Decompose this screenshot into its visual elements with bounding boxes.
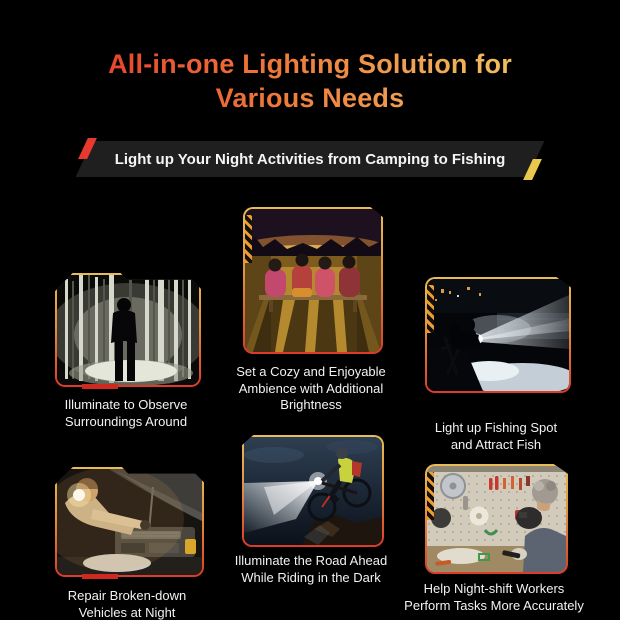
caption-line: Set a Cozy and Enjoyable — [236, 364, 386, 379]
caption-line: Brightness — [280, 397, 342, 413]
forest-night-photo — [57, 275, 199, 385]
tile-fishing-spot — [425, 277, 571, 393]
caption-line: While Riding in the Dark — [241, 569, 381, 585]
caption-line: Vehicles at Night — [78, 604, 176, 620]
caption-fishing-spot — [386, 420, 606, 453]
tile-repair-vehicle — [55, 467, 204, 577]
red-accent-bar — [82, 574, 118, 579]
caption-observe-surroundings — [16, 397, 236, 430]
tile-cozy-ambience — [243, 207, 383, 354]
red-accent-bar — [82, 384, 118, 389]
page-title — [0, 48, 620, 116]
caption-line: Surroundings Around — [64, 413, 188, 429]
caption-line: Help Night-shift Workers — [423, 581, 565, 596]
hazard-stripe-accent — [427, 472, 434, 520]
caption-line: Light up Fishing Spot — [434, 420, 558, 435]
workshop-photo — [427, 466, 566, 572]
hazard-stripe-accent — [427, 285, 434, 333]
page-title-line2: Various Needs — [215, 82, 405, 113]
page-title-line1: All-in-one Lighting Solution for — [108, 49, 512, 79]
hazard-stripe-accent — [245, 215, 252, 263]
subtitle-banner — [84, 141, 536, 177]
night-biking-photo — [244, 437, 382, 545]
tile-observe-surroundings — [55, 273, 201, 387]
car-repair-photo — [57, 469, 202, 575]
tile-night-shift-work — [425, 464, 568, 574]
caption-line: Ambience with Additional — [238, 380, 384, 396]
caption-line: Illuminate to Observe — [64, 397, 188, 412]
tile-night-riding — [242, 435, 384, 547]
caption-line: Illuminate the Road Ahead — [234, 553, 388, 568]
caption-repair-vehicle — [17, 588, 237, 620]
caption-line: and Attract Fish — [450, 436, 542, 452]
caption-night-shift-work — [379, 581, 609, 614]
fishing-night-photo — [427, 279, 569, 391]
caption-line: Perform Tasks More Accurately — [404, 597, 584, 613]
caption-cozy-ambience — [211, 364, 411, 414]
camping-night-photo — [245, 209, 381, 352]
banner-text: Light up Your Night Activities from Camping to Fishing — [114, 150, 506, 168]
caption-line: Repair Broken-down — [67, 588, 187, 603]
